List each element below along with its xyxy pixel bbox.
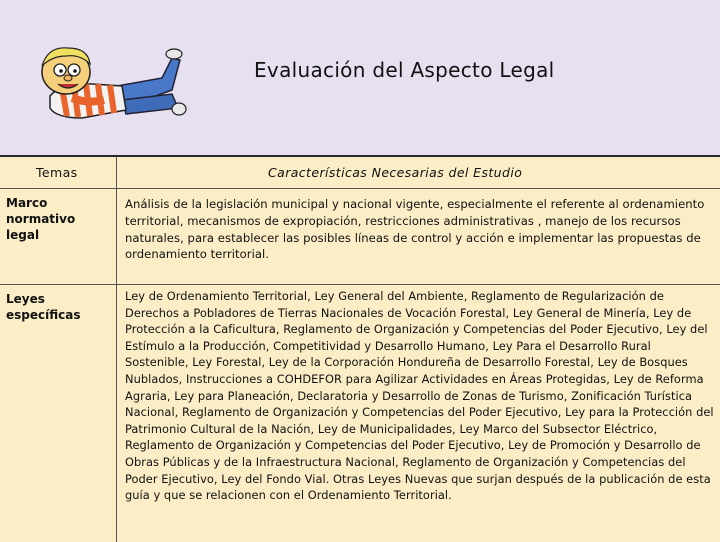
topic-label: Marco normativo legal (6, 196, 76, 242)
table-row (0, 189, 720, 285)
page-title: Evaluación del Aspecto Legal (254, 58, 555, 82)
topic-cell (0, 285, 117, 542)
legal-aspect-table (0, 155, 720, 542)
description-text: Ley de Ordenamiento Territorial, Ley General del Ambiente, Reglamento de Regularización de Derechos a Pobladores de Tierras Nacionales de Vocación Forestal, Ley General de Minería, Ley de Protección a la Caficultura, Reglamento de Organización y Competencias del Poder Ejecutivo, Ley del Estímulo a la Producción, Competitividad y Desarrollo Humano, Ley Para el Desarrollo Rural Sostenible, Ley Forestal, Ley de la Corporación Hondureña de Desarrollo Forestal, Ley de Bosques Nublados, Instrucciones a COHDEFOR para Agilizar Actividades en Áreas Protegidas, Ley de Reforma Agraria, Ley para Planeación, Declaratoria y Desarrollo de Zonas de Turismo, Zonificación Turística Nacional, Reglamento de Organización y Competencias del Poder Ejecutivo, Ley para la Protección del Patrimonio Cultural de la Nación, Ley de Municipalidades, Ley Marco del Subsector Eléctrico, Reglamento de Organización y Competencias del Poder Ejecutivo, Ley de Promoción y Desarrollo de Obras Públicas y de la Infraestructura Nacional, Reglamento de Organización y Competencias del Poder Ejecutivo, Ley del Fondo Vial. Otras Leyes Nuevas que surjan después de la publicación de esta guía y que se relacionen con el Ordenamiento Territorial. (125, 289, 714, 503)
column-header-characteristics: Características Necesarias del Estudio (268, 165, 523, 180)
lying-cartoon-boy-icon (22, 38, 187, 130)
column-header-topics: Temas (36, 165, 78, 180)
table-header-row (0, 157, 720, 189)
slide-header (0, 0, 720, 155)
table-row (0, 285, 720, 542)
topic-label: Leyes específicas (6, 292, 81, 322)
description-text: Análisis de la legislación municipal y nacional vigente, especialmente el referente al ordenamiento territorial, mecanismos de expropiación, restricciones administrativas , manejo de los recursos naturales, para establecer las posibles líneas de control y acción e implementar las propuestas de ordenamiento territorial. (125, 197, 705, 262)
